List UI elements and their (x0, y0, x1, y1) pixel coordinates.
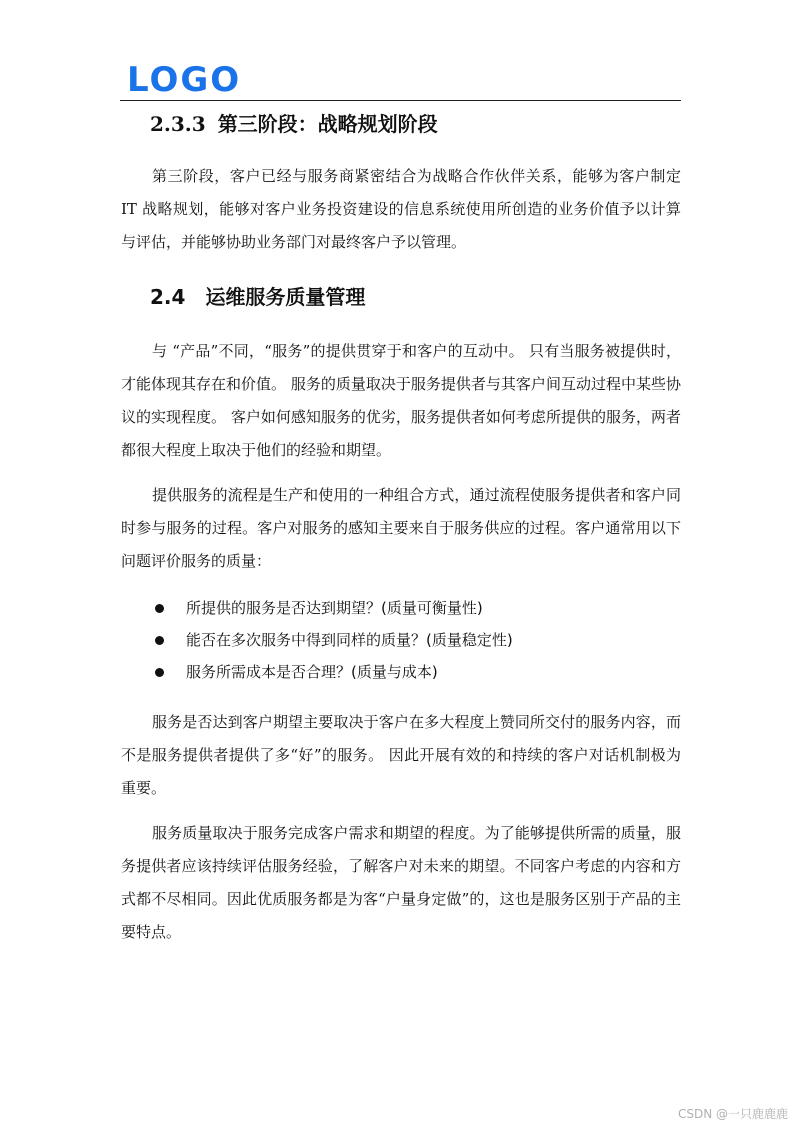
paragraph: 提供服务的流程是生产和使用的一种组合方式，通过流程使服务提供者和客户同时参与服务的过程。客户对服务的感知主要来自于服务供应的过程。客户通常用以下问题评价服务的质量： (121, 486, 681, 570)
bullet-icon (155, 636, 164, 645)
logo: LOGO (127, 60, 242, 100)
header-divider (120, 100, 681, 101)
section-title: 第三阶段：战略规划阶段 (217, 112, 438, 136)
bullet-icon (155, 668, 164, 677)
section-title: 运维服务质量管理 (205, 285, 366, 309)
section-number: 2.4 (150, 285, 186, 309)
paragraph: 与 “产品”不同，“服务”的提供贯穿于和客户的互动中。 只有当服务被提供时，才能体现其存在和价值。 服务的质量取决于服务提供者与其客户间互动过程中某些协议的实现程度。 客户如何感知服务的优劣，服务提供者如何考虑所提供的服务，两者都很大程度上取决于他们的经验和期望。 (121, 342, 681, 459)
section-number: 2.3.3 (150, 112, 206, 136)
list-item-text: 能否在多次服务中得到同样的质量？(质量稳定性) (186, 631, 513, 649)
bullet-list (150, 592, 513, 688)
section-24-heading (150, 281, 365, 313)
paragraph: 服务是否达到客户期望主要取决于客户在多大程度上赞同所交付的服务内容，而不是服务提供者提供了多“好”的服务。 因此开展有效的和持续的客户对话机制极为重要。 (121, 713, 681, 797)
section-233-heading (150, 108, 438, 140)
paragraph: 第三阶段，客户已经与服务商紧密结合为战略合作伙伴关系，能够为客户制定 IT 战略规划，能够对客户业务投资建设的信息系统使用所创造的业务价值予以计算与评估，并能够协助业务部门对最终客户予以管理。 (121, 167, 681, 251)
list-item-text: 所提供的服务是否达到期望？(质量可衡量性) (186, 599, 483, 617)
list-item (150, 624, 513, 656)
list-item (150, 656, 513, 688)
paragraph: 服务质量取决于服务完成客户需求和期望的程度。为了能够提供所需的质量，服务提供者应该持续评估服务经验，了解客户对未来的期望。不同客户考虑的内容和方式都不尽相同。因此优质服务都是为客“户量身定做”的，这也是服务区别于产品的主要特点。 (121, 824, 681, 941)
watermark: CSDN @一只鹿鹿鹿 (677, 1107, 788, 1121)
list-item (150, 592, 513, 624)
bullet-icon (155, 604, 164, 613)
list-item-text: 服务所需成本是否合理？(质量与成本) (186, 663, 438, 681)
